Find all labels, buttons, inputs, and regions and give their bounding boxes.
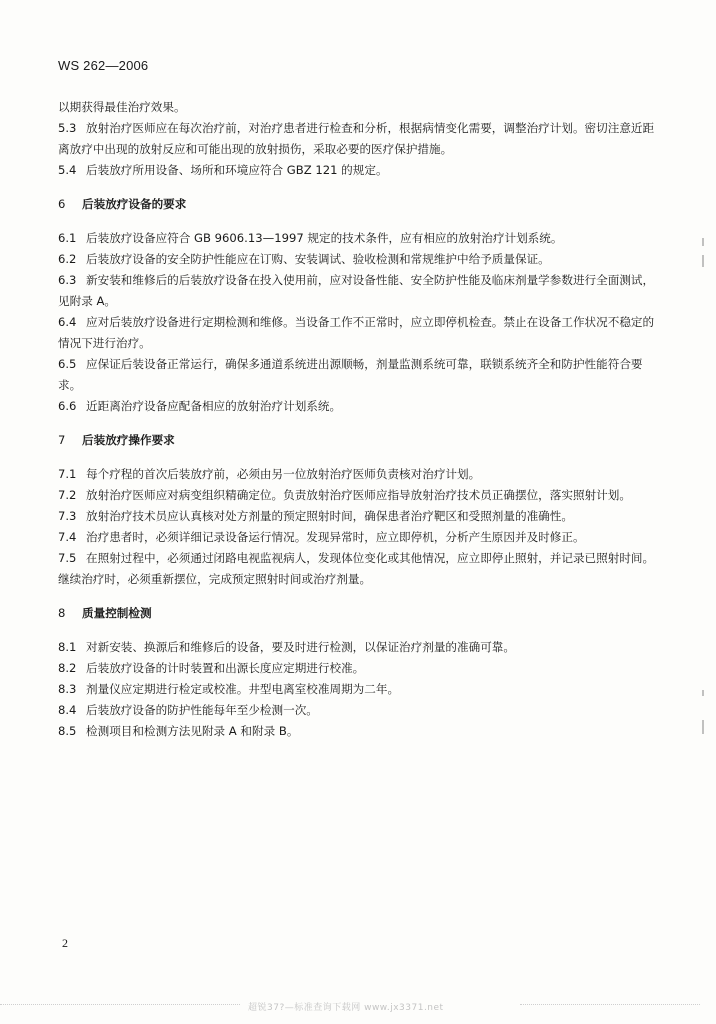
clause-paragraph [58, 312, 658, 354]
section-title: 质量控制检测 [82, 606, 152, 620]
clause-text: 后装放疗设备应符合 GB 9606.13—1997 规定的技术条件，应有相应的放射治疗计划系统。 [86, 231, 563, 245]
scan-dotted-line [520, 1004, 700, 1005]
clause-number: 6.1 [58, 231, 77, 245]
watermark-text: 超锐37?—标准查询下载网 www.jx3371.net [248, 1003, 444, 1013]
clause-paragraph [58, 270, 658, 312]
scan-artifact [702, 690, 704, 696]
clause-number: 6.3 [58, 273, 77, 287]
clause-paragraph [58, 700, 658, 721]
clause-text: 以期获得最佳治疗效果。 [58, 100, 186, 114]
section-heading [58, 603, 658, 624]
clause-text: 每个疗程的首次后装放疗前，必须由另一位放射治疗医师负责核对治疗计划。 [86, 467, 481, 481]
scan-artifact [702, 238, 704, 246]
section-heading [58, 194, 658, 215]
clause-text: 放射治疗医师应在每次治疗前，对治疗患者进行检查和分析，根据病情变化需要，调整治疗计划。密切注意近距离放疗中出现的放射反应和可能出现的放射损伤，采取必要的医疗保护措施。 [58, 121, 655, 156]
clause-paragraph [58, 464, 658, 485]
section-number: 7 [58, 433, 66, 447]
clause-number: 8.2 [58, 661, 77, 675]
section-number: 8 [58, 606, 66, 620]
clause-text: 应对后装放疗设备进行定期检测和维修。当设备工作不正常时，应立即停机检查。禁止在设备工作状况不稳定的情况下进行治疗。 [58, 315, 655, 350]
clause-paragraph [58, 118, 658, 160]
clause-number: 6.5 [58, 357, 77, 371]
clause-paragraph [58, 249, 658, 270]
page-number: 2 [62, 936, 68, 950]
clause-text: 放射治疗技术员应认真核对处方剂量的预定照射时间，确保患者治疗靶区和受照剂量的准确性。 [86, 509, 573, 523]
scan-dotted-line [0, 1004, 240, 1005]
clause-number: 7.2 [58, 488, 77, 502]
clause-paragraph [58, 527, 658, 548]
clause-text: 治疗患者时，必须详细记录设备运行情况。发现异常时，应立即停机，分析产生原因并及时修正。 [86, 530, 585, 544]
clause-number: 7.1 [58, 467, 77, 481]
section-title: 后装放疗设备的要求 [82, 197, 187, 211]
clause-number: 7.5 [58, 551, 77, 565]
clause-paragraph [58, 97, 658, 118]
clause-number: 7.3 [58, 509, 77, 523]
clause-text: 后装放疗设备的安全防护性能应在订购、安装调试、验收检测和常规维护中给予质量保证。 [86, 252, 550, 266]
clause-text: 后装放疗设备的防护性能每年至少检测一次。 [86, 703, 318, 717]
scan-artifact [702, 720, 704, 734]
document-id: WS 262—2006 [58, 58, 149, 73]
clause-text: 新安装和维修后的后装放疗设备在投入使用前，应对设备性能、安全防护性能及临床剂量学参数进行全面测试，见附录 A。 [58, 273, 655, 308]
clause-text: 对新安装、换源后和维修后的设备，要及时进行检测，以保证治疗剂量的准确可靠。 [86, 640, 515, 654]
clause-paragraph [58, 396, 658, 417]
clause-text: 在照射过程中，必须通过闭路电视监视病人，发现体位变化或其他情况，应立即停止照射，并记录已照射时间。继续治疗时，必须重新摆位，完成预定照射时间或治疗剂量。 [58, 551, 655, 586]
clause-number: 6.4 [58, 315, 77, 329]
clause-text: 剂量仪应定期进行检定或校准。井型电离室校准周期为二年。 [86, 682, 400, 696]
clause-paragraph [58, 506, 658, 527]
clause-paragraph [58, 160, 658, 181]
clause-number: 5.4 [58, 163, 77, 177]
clause-paragraph [58, 679, 658, 700]
clause-number: 6.6 [58, 399, 77, 413]
clause-text: 检测项目和检测方法见附录 A 和附录 B。 [86, 724, 299, 738]
clause-number: 8.4 [58, 703, 77, 717]
section-number: 6 [58, 197, 66, 211]
clause-text: 放射治疗医师应对病变组织精确定位。负责放射治疗医师应指导放射治疗技术员正确摆位，落实照射计划。 [86, 488, 631, 502]
clause-number: 8.5 [58, 724, 77, 738]
section-title: 后装放疗操作要求 [82, 433, 175, 447]
document-body [58, 97, 658, 742]
scan-artifact [702, 255, 704, 267]
clause-number: 8.1 [58, 640, 77, 654]
clause-text: 近距离治疗设备应配备相应的放射治疗计划系统。 [86, 399, 342, 413]
clause-paragraph [58, 548, 658, 590]
clause-paragraph [58, 228, 658, 249]
clause-paragraph [58, 637, 658, 658]
clause-number: 5.3 [58, 121, 77, 135]
clause-paragraph [58, 485, 658, 506]
clause-text: 后装放疗所用设备、场所和环境应符合 GBZ 121 的规定。 [86, 163, 388, 177]
clause-number: 8.3 [58, 682, 77, 696]
clause-text: 后装放疗设备的计时装置和出源长度应定期进行校准。 [86, 661, 365, 675]
clause-number: 6.2 [58, 252, 77, 266]
clause-text: 应保证后装设备正常运行，确保多通道系统进出源顺畅，剂量监测系统可靠，联锁系统齐全和防护性能符合要求。 [58, 357, 643, 392]
clause-paragraph [58, 658, 658, 679]
clause-number: 7.4 [58, 530, 77, 544]
section-heading [58, 430, 658, 451]
clause-paragraph [58, 354, 658, 396]
clause-paragraph [58, 721, 658, 742]
